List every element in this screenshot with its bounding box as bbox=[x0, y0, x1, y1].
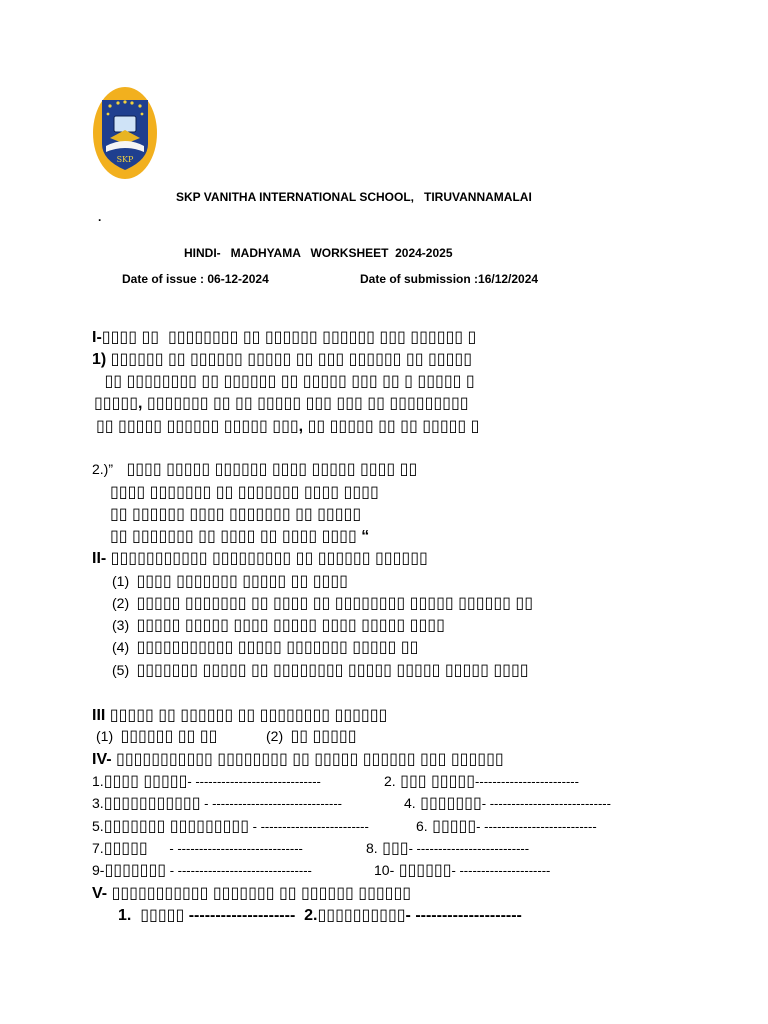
s4-item-left bbox=[92, 816, 369, 836]
section-2-heading: II- ▯▯▯▯▯▯▯▯▯▯▯ ▯▯▯▯▯▯▯▯▯ ▯▯ ▯▯▯▯▯▯ ▯▯▯▯▯▯ bbox=[92, 550, 428, 567]
s2-item-number: (3) bbox=[112, 617, 130, 633]
s4-item-word: ▯▯▯▯▯▯▯ ▯▯▯▯▯▯▯▯▯ bbox=[103, 818, 250, 835]
s3-item-2-text: ▯▯ ▯▯▯▯▯ bbox=[286, 728, 357, 745]
s4-item-number: 4. bbox=[404, 795, 416, 811]
s4-item-word: ▯▯▯▯ ▯▯▯▯▯ bbox=[103, 773, 188, 790]
s4-item-blank: - -------------------------- bbox=[408, 841, 530, 856]
q2-line-2: ▯▯▯▯ ▯▯▯▯▯▯▯ ▯▯ ▯▯▯▯▯▯▯ ▯▯▯▯ ▯▯▯▯ bbox=[110, 484, 379, 501]
s4-item-number: 7. bbox=[92, 840, 104, 856]
s4-item-word: ▯▯▯▯▯▯ bbox=[398, 862, 452, 879]
s2-item-text: ▯▯▯▯▯▯▯▯▯▯▯ ▯▯▯▯▯ ▯▯▯▯▯▯▯ ▯▯▯▯▯ ▯▯ bbox=[132, 639, 419, 656]
s2-item-text: ▯▯▯▯ ▯▯▯▯▯▯▯ ▯▯▯▯▯ ▯▯ ▯▯▯▯ bbox=[132, 573, 348, 590]
s4-item-right bbox=[384, 771, 579, 791]
logo-text: SKP bbox=[116, 155, 134, 164]
s4-item-left bbox=[92, 860, 312, 880]
section-3-heading: III ▯▯▯▯▯ ▯▯ ▯▯▯▯▯▯ ▯▯ ▯▯▯▯▯▯▯▯ ▯▯▯▯▯▯ bbox=[92, 707, 388, 724]
s4-item-word: ▯▯▯▯▯ bbox=[432, 818, 477, 835]
section-5-heading: V- ▯▯▯▯▯▯▯▯▯▯▯ ▯▯▯▯▯▯▯ ▯▯ ▯▯▯▯▯▯ ▯▯▯▯▯▯ bbox=[92, 885, 412, 902]
s4-item-blank: - ------------------------- bbox=[249, 819, 369, 834]
s2-item-number: (4) bbox=[112, 639, 130, 655]
s4-item-right bbox=[416, 816, 597, 836]
s4-item-number: 5. bbox=[92, 818, 104, 834]
s4-item-right bbox=[374, 860, 550, 880]
s4-item-blank: - ------------------------------ bbox=[200, 796, 342, 811]
s4-item-number: 6. bbox=[416, 818, 428, 834]
s3-item-1-number: (1) bbox=[96, 728, 114, 744]
s4-item-right bbox=[366, 838, 529, 858]
section-1-heading: I-▯▯▯▯ ▯▯ ▯▯▯▯▯▯▯▯ ▯▯ ▯▯▯▯▯▯ ▯▯▯▯▯▯ ▯▯▯ ▯▯▯▯▯▯ ▯ bbox=[92, 329, 477, 346]
q1-line-1: 1) ▯▯▯▯▯▯ ▯▯ ▯▯▯▯▯▯ ▯▯▯▯▯ ▯▯ ▯▯▯ ▯▯▯▯▯▯ ▯▯ ▯▯▯▯▯ bbox=[92, 351, 473, 368]
s4-item-left bbox=[92, 793, 342, 813]
date-of-submission: Date of submission :16/12/2024 bbox=[360, 272, 539, 286]
s4-item-blank: - ---------------------------- bbox=[481, 796, 611, 811]
s4-item-word: ▯▯▯▯▯▯▯ bbox=[104, 862, 167, 879]
s4-item-number: 2. bbox=[384, 773, 396, 789]
s2-item-text: ▯▯▯▯▯ ▯▯▯▯▯ ▯▯▯▯ ▯▯▯▯▯ ▯▯▯▯ ▯▯▯▯▯ ▯▯▯▯ bbox=[132, 617, 445, 634]
s4-item-blank: ------------------------ bbox=[475, 774, 579, 789]
s4-item-word: ▯▯▯▯▯ bbox=[103, 840, 148, 857]
s4-item-word: ▯▯▯ bbox=[382, 840, 409, 857]
s2-item-number: (2) bbox=[112, 595, 130, 611]
s4-item-number: 3. bbox=[92, 795, 104, 811]
date-of-issue: Date of issue : 06-12-2024 bbox=[122, 272, 269, 286]
s4-item-number: 9- bbox=[92, 862, 105, 878]
section-4-heading: IV- ▯▯▯▯▯▯▯▯▯▯▯ ▯▯▯▯▯▯▯▯ ▯▯ ▯▯▯▯▯ ▯▯▯▯▯▯ ▯▯▯ ▯▯▯▯▯▯ bbox=[92, 751, 504, 768]
s4-item-blank: - ------------------------------- bbox=[166, 863, 312, 878]
s4-item-right bbox=[404, 793, 611, 813]
q1-line-2: ▯▯ ▯▯▯▯▯▯▯▯ ▯▯ ▯▯▯▯▯▯ ▯▯ ▯▯▯▯▯ ▯▯▯ ▯▯ ▯ ▯▯▯▯▯ ▯ bbox=[100, 373, 475, 390]
s4-item-blank: - -------------------------- bbox=[476, 819, 597, 834]
s2-item-text: ▯▯▯▯▯▯▯ ▯▯▯▯▯ ▯▯ ▯▯▯▯▯▯▯▯ ▯▯▯▯▯ ▯▯▯▯▯ ▯▯▯▯▯ ▯▯▯▯ bbox=[132, 662, 529, 679]
school-logo bbox=[92, 86, 158, 180]
q2-line-3: ▯▯ ▯▯▯▯▯▯ ▯▯▯▯ ▯▯▯▯▯▯▯ ▯▯ ▯▯▯▯▯ bbox=[110, 506, 362, 523]
q2-line-4: ▯▯ ▯▯▯▯▯▯▯ ▯▯ ▯▯▯▯ ▯▯ ▯▯▯▯ ▯▯▯▯ “ bbox=[110, 528, 370, 545]
header-dot: . bbox=[98, 210, 102, 224]
s4-item-blank: - ----------------------------- bbox=[147, 841, 303, 856]
s3-item-2-number: (2) bbox=[266, 728, 284, 744]
s4-item-blank: - --------------------- bbox=[451, 863, 551, 878]
s2-item-number: (1) bbox=[112, 573, 130, 589]
s3-item-1-text: ▯▯▯▯▯▯ ▯▯ ▯▯ bbox=[116, 728, 218, 745]
s4-item-word: ▯▯▯▯▯▯▯ bbox=[420, 795, 482, 812]
school-name: SKP VANITHA INTERNATIONAL SCHOOL, TIRUVANNAMALAI bbox=[176, 190, 532, 204]
q1-line-4: ▯▯ ▯▯▯▯▯ ▯▯▯▯▯▯ ▯▯▯▯▯ ▯▯▯, ▯▯ ▯▯▯▯▯ ▯▯ ▯▯ ▯▯▯▯▯ ▯ bbox=[96, 418, 480, 435]
s4-item-number: 10- bbox=[374, 862, 395, 878]
q2-number: 2.)” bbox=[92, 461, 113, 477]
s4-item-number: 8. bbox=[366, 840, 378, 856]
s4-item-number: 1. bbox=[92, 773, 104, 789]
s4-item-left bbox=[92, 771, 321, 791]
q2-line-1: ▯▯▯▯ ▯▯▯▯▯ ▯▯▯▯▯▯ ▯▯▯▯ ▯▯▯▯▯ ▯▯▯▯ ▯▯ bbox=[122, 461, 418, 478]
s4-item-left bbox=[92, 838, 303, 858]
section-5-line: 1. ▯▯▯▯▯ -------------------- 2.▯▯▯▯▯▯▯▯▯▯- -------------------- bbox=[118, 907, 522, 924]
q1-line-3: ▯▯▯▯▯, ▯▯▯▯▯▯▯ ▯▯ ▯▯ ▯▯▯▯▯ ▯▯▯ ▯▯▯ ▯▯ ▯▯▯▯▯▯▯▯▯ bbox=[94, 395, 469, 412]
s2-item-text: ▯▯▯▯▯ ▯▯▯▯▯▯▯ ▯▯ ▯▯▯▯ ▯▯ ▯▯▯▯▯▯▯▯ ▯▯▯▯▯ ▯▯▯▯▯▯ ▯▯ bbox=[132, 595, 533, 612]
s4-item-word: ▯▯▯▯▯▯▯▯▯▯▯ bbox=[103, 795, 201, 812]
s4-item-word: ▯▯▯ ▯▯▯▯▯ bbox=[400, 773, 476, 790]
s4-item-blank: - ----------------------------- bbox=[187, 774, 321, 789]
worksheet-title: HINDI- MADHYAMA WORKSHEET 2024-2025 bbox=[184, 246, 453, 260]
s2-item-number: (5) bbox=[112, 662, 130, 678]
